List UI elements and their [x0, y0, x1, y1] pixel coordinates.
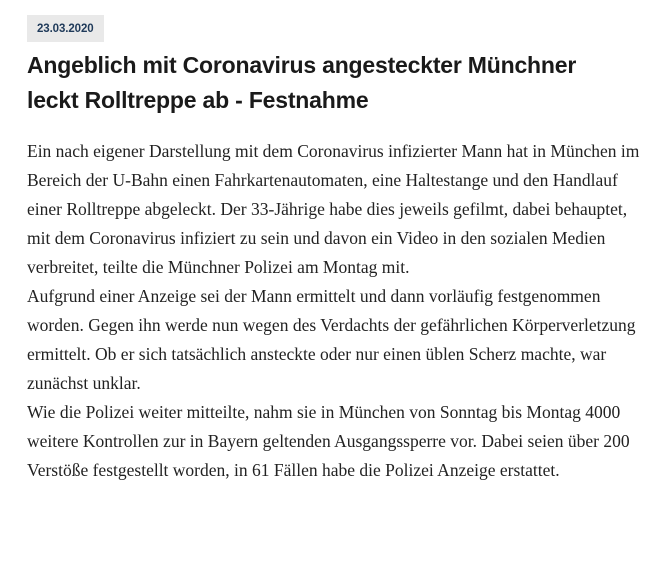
- article-body: [27, 137, 647, 485]
- article-headline: [27, 48, 647, 118]
- article: [27, 15, 647, 485]
- headline-line: Angeblich mit Coronavirus angesteckter Münchner: [27, 52, 577, 78]
- article-paragraph: Aufgrund einer Anzeige sei der Mann ermittelt und dann vorläufig festgenommen worden. Gegen ihn werde nun wegen des Verdachts der gefährlichen Körperverletzung ermittelt. Ob er sich tatsächlich ansteckte oder nur einen üblen Scherz machte, war zunächst unklar.: [27, 286, 636, 393]
- article-paragraph: Ein nach eigener Darstellung mit dem Coronavirus infizierter Mann hat in München im Bereich der U-Bahn einen Fahrkartenautomaten, eine Haltestange und den Handlauf einer Rolltreppe abgeleckt. Der 33-Jährige habe dies jeweils gefilmt, dabei behauptet, mit dem Coronavirus infiziert zu sein und davon ein Video in den sozialen Medien verbreitet, teilte die Münchner Polizei am Montag mit.: [27, 141, 640, 277]
- date-badge: 23.03.2020: [27, 15, 104, 42]
- article-paragraph: Wie die Polizei weiter mitteilte, nahm sie in München von Sonntag bis Montag 4000 weitere Kontrollen zur in Bayern geltenden Ausgangssperre vor. Dabei seien über 200 Verstöße festgestellt worden, in 61 Fällen habe die Polizei Anzeige erstattet.: [27, 402, 630, 480]
- headline-line: leckt Rolltreppe ab - Festnahme: [27, 87, 369, 113]
